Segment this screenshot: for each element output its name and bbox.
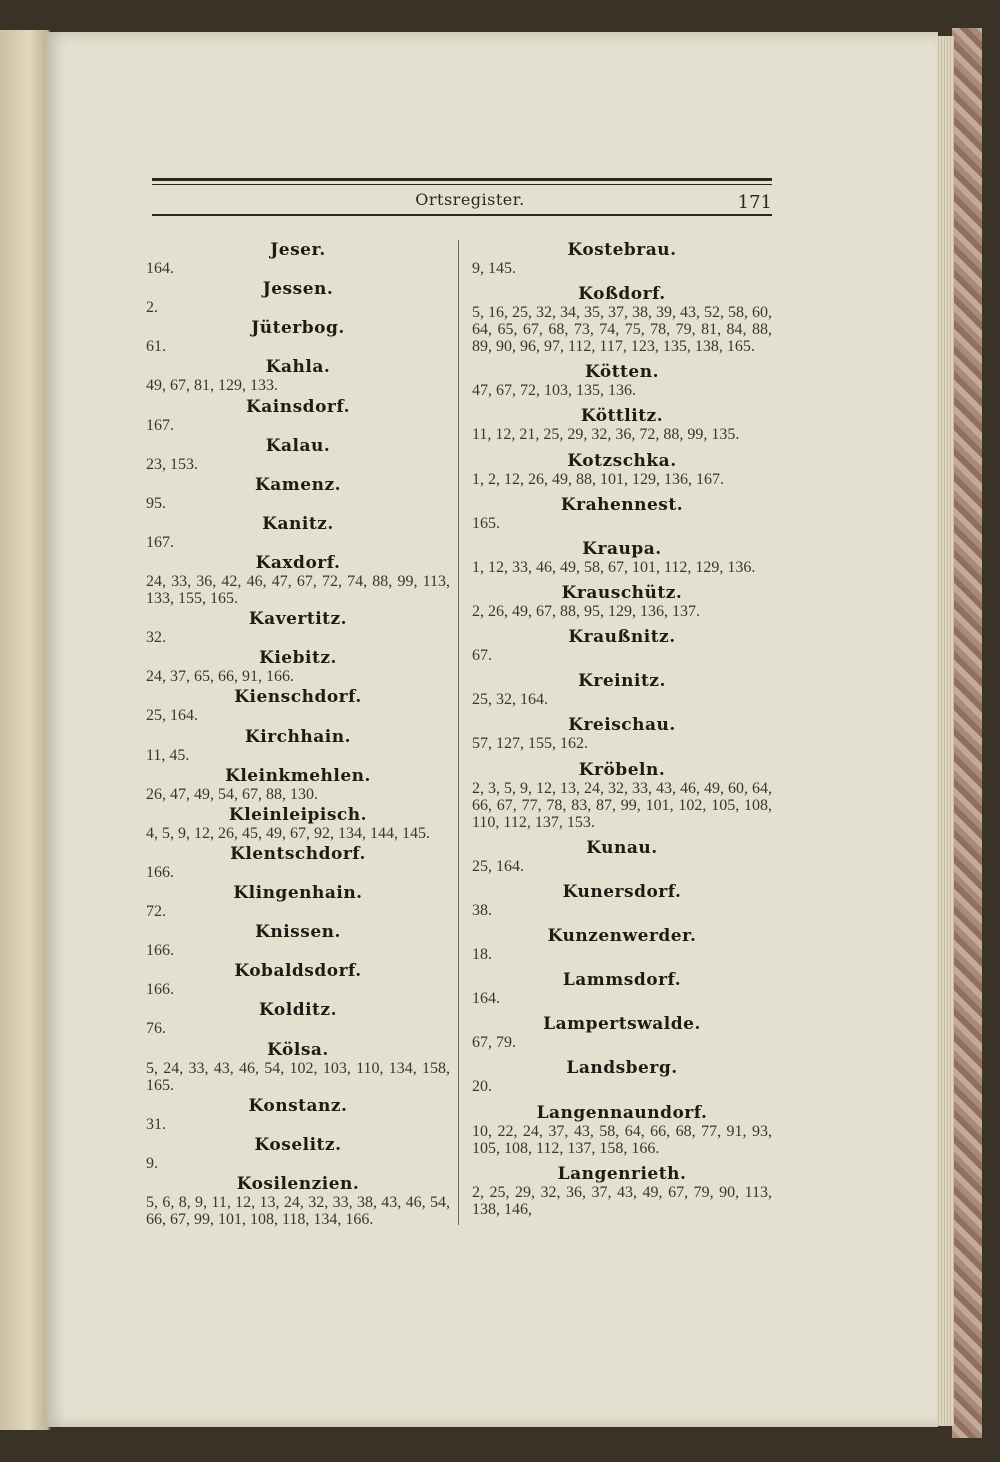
page-references: 2, 26, 49, 67, 88, 95, 129, 136, 137. — [472, 602, 700, 620]
page-references: 166. — [146, 981, 174, 999]
place-name: Lampertswalde. — [543, 1014, 701, 1035]
page-number: 171 — [737, 192, 772, 213]
index-entry — [146, 648, 450, 687]
index-entry — [146, 279, 450, 318]
page-references: 38. — [472, 901, 492, 919]
book-cover-edge — [952, 28, 982, 1438]
index-entry — [146, 922, 450, 961]
page-references: 166. — [146, 863, 174, 881]
place-name: Kienschdorf. — [234, 687, 362, 708]
page-references: 20. — [472, 1078, 492, 1096]
page-references: 9. — [146, 1154, 158, 1172]
index-entry — [146, 1135, 450, 1174]
place-name: Lammsdorf. — [562, 970, 682, 991]
header-rule-bottom — [152, 214, 772, 216]
page-references: 4, 5, 9, 12, 26, 45, 49, 67, 92, 134, 144, 145. — [146, 824, 430, 842]
adjacent-page-edge — [0, 30, 50, 1430]
index-entry — [472, 1014, 772, 1058]
index-entry — [146, 883, 450, 922]
header-rule-top-thin — [152, 184, 772, 185]
running-header-title: Ortsregister. — [415, 190, 525, 209]
place-name: Kobaldsdorf. — [234, 961, 362, 982]
index-entry — [146, 805, 450, 844]
page-references: 23, 153. — [146, 455, 198, 473]
place-name: Jüterbog. — [251, 318, 345, 339]
page-references: 25, 32, 164. — [472, 691, 548, 709]
index-entry — [472, 1103, 772, 1164]
place-name: Langennaundorf. — [536, 1102, 708, 1123]
place-name: Langenrieth. — [557, 1163, 687, 1184]
place-name: Kötten. — [584, 362, 660, 383]
place-name: Kirchhain. — [244, 726, 351, 747]
page-references: 25, 164. — [472, 857, 524, 875]
index-entry — [146, 397, 450, 436]
place-name: Kostebrau. — [567, 240, 677, 260]
page-references: 5, 6, 8, 9, 11, 12, 13, 24, 32, 33, 38, 43, 46, 54, 66, 67, 99, 101, 108, 118, 134, 166. — [146, 1193, 450, 1228]
index-entry — [146, 727, 450, 766]
header-rule-top — [152, 178, 772, 181]
page-references: 167. — [146, 416, 174, 434]
page-references: 72. — [146, 903, 166, 920]
index-entry — [472, 406, 772, 450]
page-references: 31. — [146, 1115, 166, 1133]
page-references: 2, 3, 5, 9, 12, 13, 24, 32, 33, 43, 46, 49, 60, 64, 66, 67, 77, 78, 83, 87, 99, 101, 102, 105, 108, 110, 112, 137, 153. — [472, 779, 772, 831]
place-name: Kleinleipisch. — [228, 804, 368, 825]
page-references: 1, 2, 12, 26, 49, 88, 101, 129, 136, 167. — [472, 470, 724, 488]
index-entry — [472, 760, 772, 838]
page-references: 166. — [146, 942, 174, 960]
place-name: Kröbeln. — [578, 759, 666, 780]
index-entry — [146, 436, 450, 475]
place-name: Kiebitz. — [259, 648, 337, 669]
place-name: Kaxdorf. — [255, 553, 341, 573]
page-references: 61. — [146, 338, 166, 356]
index-entry — [472, 240, 772, 284]
place-name: Kraußnitz. — [568, 627, 676, 648]
index-entry — [146, 961, 450, 1000]
place-name: Jeser. — [270, 240, 326, 260]
page-references: 5, 16, 25, 32, 34, 35, 37, 38, 39, 43, 52, 58, 60, 64, 65, 67, 68, 73, 74, 75, 78, 79, 81, 84, 88, 89, 90, 96, 97, 112, 117, 123, 135, 138, 165. — [472, 304, 772, 356]
index-entry — [472, 715, 772, 759]
page-references: 11, 12, 21, 25, 29, 32, 36, 72, 88, 99, 135. — [472, 426, 740, 444]
place-name: Kreinitz. — [578, 671, 666, 692]
place-name: Kanitz. — [262, 513, 334, 534]
page-references: 164. — [472, 990, 500, 1008]
place-name: Klentschdorf. — [230, 843, 366, 864]
index-entry — [472, 1058, 772, 1102]
page-stack-edge — [936, 36, 954, 1426]
index-entry — [472, 495, 772, 539]
index-entry — [472, 1164, 772, 1225]
place-name: Kölsa. — [267, 1039, 329, 1060]
place-name: Konstanz. — [248, 1095, 348, 1116]
page-references: 47, 67, 72, 103, 135, 136. — [472, 382, 636, 400]
place-name: Kainsdorf. — [246, 396, 350, 417]
index-entry — [146, 766, 450, 805]
index-entry — [146, 609, 450, 648]
page-references: 49, 67, 81, 129, 133. — [146, 377, 278, 395]
place-name: Kahla. — [265, 357, 331, 378]
index-entry — [146, 844, 450, 883]
page-references: 24, 37, 65, 66, 91, 166. — [146, 668, 294, 686]
index-entry — [472, 284, 772, 362]
index-entry — [146, 1174, 450, 1230]
index-entry — [146, 240, 450, 279]
place-name: Kunzenwerder. — [547, 925, 697, 946]
index-entry — [472, 451, 772, 495]
page-references: 11, 45. — [146, 746, 190, 764]
index-entry — [472, 539, 772, 583]
page-references: 164. — [146, 260, 174, 277]
index-entry — [146, 1040, 450, 1096]
page-references: 2, 25, 29, 32, 36, 37, 43, 49, 67, 79, 90, 113, 138, 146, — [472, 1183, 772, 1218]
place-name: Kunersdorf. — [562, 881, 682, 902]
page-references: 67, 79. — [472, 1034, 516, 1052]
index-entry — [472, 838, 772, 882]
index-entry — [146, 318, 450, 357]
place-name: Landsberg. — [566, 1058, 678, 1079]
index-entry — [472, 970, 772, 1014]
place-name: Krauschütz. — [561, 582, 683, 603]
index-column-right — [472, 240, 772, 1225]
place-name: Kamenz. — [254, 474, 342, 495]
place-name: Kraupa. — [582, 538, 662, 559]
page-references: 26, 47, 49, 54, 67, 88, 130. — [146, 785, 318, 803]
page-references: 9, 145. — [472, 260, 516, 277]
index-entry — [146, 1000, 450, 1039]
place-name: Kalau. — [265, 435, 331, 456]
place-name: Kleinkmehlen. — [225, 765, 371, 786]
page-references: 167. — [146, 533, 174, 551]
page-references: 2. — [146, 299, 158, 317]
column-divider — [458, 240, 459, 1225]
page-references: 67. — [472, 647, 492, 665]
place-name: Köttlitz. — [580, 406, 664, 427]
index-entry — [146, 357, 450, 396]
index-entry — [472, 926, 772, 970]
page-references: 95. — [146, 494, 166, 512]
index-entry — [146, 1096, 450, 1135]
index-column-left — [146, 240, 450, 1230]
place-name: Kunau. — [586, 837, 658, 858]
page-references: 165. — [472, 514, 500, 532]
place-name: Kotzschka. — [567, 450, 677, 471]
index-entry — [472, 671, 772, 715]
place-name: Kreischau. — [568, 715, 676, 736]
index-entry — [472, 362, 772, 406]
place-name: Koßdorf. — [578, 284, 666, 305]
index-entry — [472, 882, 772, 926]
place-name: Kavertitz. — [248, 609, 348, 630]
place-name: Knissen. — [255, 922, 341, 943]
index-entry — [146, 475, 450, 514]
page-references: 24, 33, 36, 42, 46, 47, 67, 72, 74, 88, 99, 113, 133, 155, 165. — [146, 573, 450, 607]
place-name: Kolditz. — [259, 1000, 337, 1021]
page-references: 32. — [146, 629, 166, 647]
index-entry — [472, 583, 772, 627]
page-references: 25, 164. — [146, 707, 198, 725]
place-name: Krahennest. — [560, 494, 684, 515]
place-name: Koselitz. — [254, 1134, 342, 1155]
page-references: 5, 24, 33, 43, 46, 54, 102, 103, 110, 134, 158, 165. — [146, 1059, 450, 1094]
index-entry — [146, 687, 450, 726]
page-references: 76. — [146, 1020, 166, 1038]
page-references: 18. — [472, 945, 492, 963]
page-references: 10, 22, 24, 37, 43, 58, 64, 66, 68, 77, 91, 93, 105, 108, 112, 137, 158, 166. — [472, 1122, 772, 1157]
place-name: Jessen. — [262, 279, 334, 300]
place-name: Klingenhain. — [233, 883, 363, 903]
page-references: 1, 12, 33, 46, 49, 58, 67, 101, 112, 129, 136. — [472, 558, 756, 576]
index-entry — [146, 514, 450, 553]
page-references: 57, 127, 155, 162. — [472, 735, 588, 753]
place-name: Kosilenzien. — [236, 1173, 360, 1194]
index-entry — [472, 627, 772, 671]
index-entry — [146, 553, 450, 609]
